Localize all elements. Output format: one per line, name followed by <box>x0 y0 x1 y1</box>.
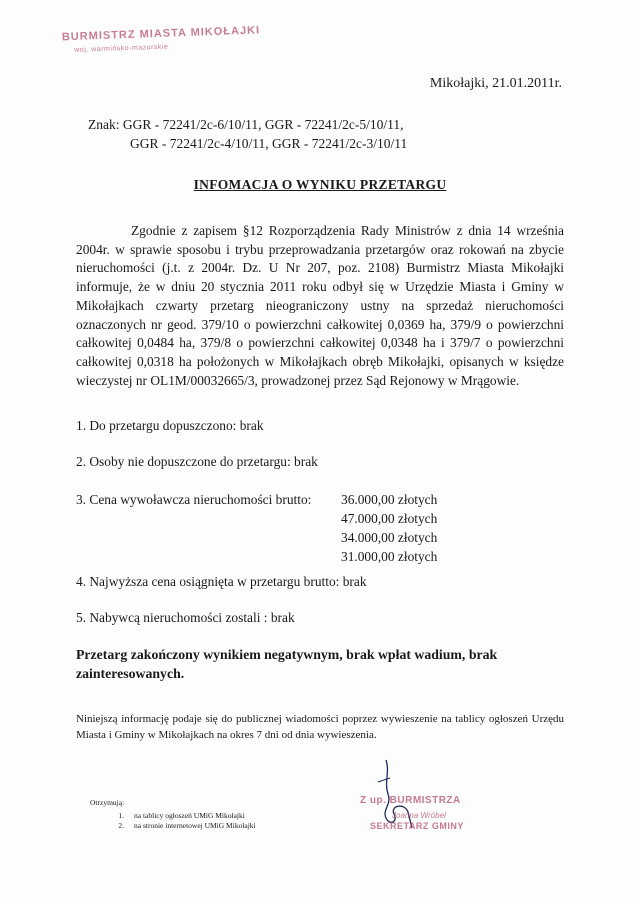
price-value: 34.000,00 złotych <box>341 530 438 545</box>
item-admitted: 1. Do przetargu dopuszczono: brak <box>76 418 264 433</box>
item-not-admitted: 2. Osoby nie dopuszczone do przetargu: brak <box>76 454 318 469</box>
stamp-bottom-line-3: SEKRETARZ GMINY <box>370 821 464 831</box>
tender-result: Przetarg zakończony wynikiem negatywnym, brak wpłat wadium, brak zainteresowanych. <box>76 647 498 681</box>
recipient-number: 2. <box>118 821 124 830</box>
recipients-heading: Otrzymują: <box>90 798 125 807</box>
recipient-text: na tablicy ogłoszeń UMiG Mikołajki <box>134 810 245 820</box>
recipient-item <box>90 821 256 832</box>
price-value: 47.000,00 złotych <box>341 511 438 526</box>
stamp-bottom-line-2: Joanna Wróbel <box>392 811 446 820</box>
recipients <box>90 798 256 832</box>
sign-line-1: GGR - 72241/2c-6/10/11, GGR - 72241/2c-5/10/11, <box>122 117 404 132</box>
recipient-text: na stronie internetowej UMiG Mikołajki <box>134 821 256 830</box>
document-title: INFOMACJA O WYNIKU PRZETARGU <box>193 177 447 192</box>
price-value: 36.000,00 złotych <box>341 492 438 507</box>
signature-stamp <box>360 795 510 831</box>
stamp-line-2: woj. warmińsko-mazurskie <box>74 43 169 54</box>
starting-price-label: 3. Cena wywoławcza nieruchomości brutto: <box>76 492 312 507</box>
public-notice: Niniejszą informację podaje się do publicznej wiadomości poprzez wywieszenie na tablicy ogłoszeń Urzędu Miasta i Gminy w Mikołajkach na okres 7 dni od dnia wywieszenia. <box>76 713 564 741</box>
price-value: 31.000,00 złotych <box>341 549 438 564</box>
item-starting-price <box>76 490 438 564</box>
price-values <box>341 490 437 566</box>
stamp-line-1: BURMISTRZ MIASTA MIKOŁAJKI <box>61 24 261 44</box>
stamp-bottom-line-1: Z up. BURMISTRZA <box>360 795 461 806</box>
sign-reference <box>88 115 407 153</box>
recipient-number: 1. <box>118 810 124 820</box>
recipient-item <box>90 811 256 822</box>
intro-paragraph: Zgodnie z zapisem §12 Rozporządzenia Rady Ministrów z dnia 14 września 2004r. w sprawie sposobu i trybu przeprowadzania przetargów oraz rokowań na zbycie nieruchomości (j.t. z 2004r. Dz. U Nr 207, poz. 2108) Burmistrz Miasta Mikołajki informuje, że w dniu 20 stycznia 2011 roku odbył się w Urzędzie Miasta i Gminy w Mikołajkach czwarty przetarg nieograniczony ustny na sprzedaż nieruchomości oznaczonych nr geod. 379/10 o powierzchni całkowitej 0,0369 ha, 379/9 o powierzchni całkowitej 0,0484 ha, 379/8 o powierzchni całkowitej 0,0348 ha i 379/7 o powierzchni całkowitej 0,0318 ha położonych w Mikołajkach obręb Mikołajki, opisanych w księdze wieczystej nr OL1M/00032665/3, prowadzonej przez Sąd Rejonowy w Mrągowie. <box>76 223 564 388</box>
document-date: Mikołajki, 21.01.2011r. <box>429 76 562 91</box>
item-highest-price: 4. Najwyższa cena osiągnięta w przetargu brutto: brak <box>76 574 367 589</box>
office-stamp <box>61 24 261 55</box>
sign-line-2: GGR - 72241/2c-4/10/11, GGR - 72241/2c-3/10/11 <box>130 136 408 151</box>
sign-label: Znak: <box>88 117 120 132</box>
item-buyers: 5. Nabywcą nieruchomości zostali : brak <box>76 610 295 625</box>
